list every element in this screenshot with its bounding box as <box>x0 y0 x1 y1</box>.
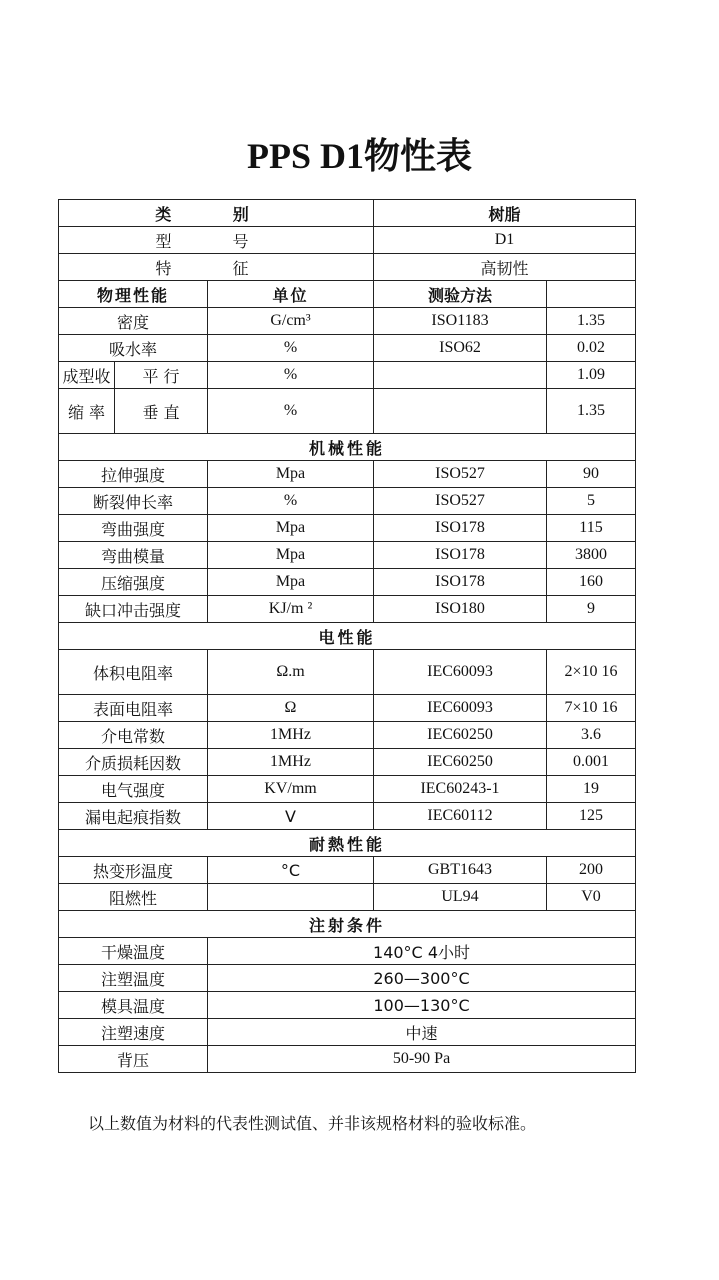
row-name: 介质损耗因数 <box>59 749 208 776</box>
row-unit: Mpa <box>208 569 374 596</box>
row-value: 7×10 16 <box>547 695 636 722</box>
row-name: 阻燃性 <box>59 884 208 911</box>
row-unit: Mpa <box>208 461 374 488</box>
table-row <box>59 308 636 335</box>
row-unit: KV/mm <box>208 776 374 803</box>
row-unit: % <box>208 362 374 389</box>
row-unit: Mpa <box>208 542 374 569</box>
row-unit: Mpa <box>208 515 374 542</box>
section-row <box>59 434 636 461</box>
row-unit: 1MHz <box>208 722 374 749</box>
table-row <box>59 749 636 776</box>
table-row <box>59 776 636 803</box>
table-row <box>59 803 636 830</box>
row-unit: 1MHz <box>208 749 374 776</box>
row-name: 漏电起痕指数 <box>59 803 208 830</box>
table-row <box>59 965 636 992</box>
row-name: 介电常数 <box>59 722 208 749</box>
row-name: 密度 <box>59 308 208 335</box>
row-name: 拉伸强度 <box>59 461 208 488</box>
row-method: IEC60093 <box>374 650 547 695</box>
row-name: 注塑温度 <box>59 965 208 992</box>
table-row <box>59 362 636 389</box>
row-name: 模具温度 <box>59 992 208 1019</box>
properties-table <box>58 199 636 1073</box>
table-row <box>59 1019 636 1046</box>
row-name: 吸水率 <box>59 335 208 362</box>
row-name: 缺口冲击强度 <box>59 596 208 623</box>
table-row <box>59 389 636 434</box>
table-row <box>59 488 636 515</box>
row-value: 115 <box>547 515 636 542</box>
row-value: 2×10 16 <box>547 650 636 695</box>
row-unit: % <box>208 389 374 434</box>
row-name: 弯曲模量 <box>59 542 208 569</box>
row-method: ISO180 <box>374 596 547 623</box>
row-name: 断裂伸长率 <box>59 488 208 515</box>
table-row <box>59 515 636 542</box>
row-method: IEC60243-1 <box>374 776 547 803</box>
table-row <box>59 695 636 722</box>
section-mechanical: 机械性能 <box>59 434 636 461</box>
table-row <box>59 722 636 749</box>
row-unit: V <box>208 803 374 830</box>
row-value: 0.001 <box>547 749 636 776</box>
model-label: 型 号 <box>59 227 374 254</box>
row-name: 背压 <box>59 1046 208 1073</box>
row-value: 125 <box>547 803 636 830</box>
row-name: 干燥温度 <box>59 938 208 965</box>
shrink-label-bottom: 缩 率 <box>59 389 115 434</box>
table-row <box>59 542 636 569</box>
section-electrical: 电性能 <box>59 623 636 650</box>
table-row <box>59 857 636 884</box>
section-row <box>59 830 636 857</box>
table-row <box>59 992 636 1019</box>
row-value: 3.6 <box>547 722 636 749</box>
footnote: 以上数值为材料的代表性测试值、并非该规格材料的验收标准。 <box>88 1114 537 1133</box>
row-unit: KJ/m ² <box>208 596 374 623</box>
row-name: 热变形温度 <box>59 857 208 884</box>
column-unit: 单位 <box>208 281 374 308</box>
row-value: 1.09 <box>547 362 636 389</box>
row-value: 中速 <box>208 1019 636 1046</box>
row-method: ISO527 <box>374 461 547 488</box>
row-value: V0 <box>547 884 636 911</box>
row-method <box>374 362 547 389</box>
row-method: ISO178 <box>374 569 547 596</box>
row-unit: G/cm³ <box>208 308 374 335</box>
table-row <box>59 461 636 488</box>
category-value: 树脂 <box>374 200 636 227</box>
row-unit: % <box>208 488 374 515</box>
row-value: 160 <box>547 569 636 596</box>
row-name: 体积电阻率 <box>59 650 208 695</box>
row-name: 平 行 <box>115 362 208 389</box>
row-method: ISO178 <box>374 515 547 542</box>
row-name: 电气强度 <box>59 776 208 803</box>
row-method: ISO527 <box>374 488 547 515</box>
page-title: PPS D1物性表 <box>246 136 472 176</box>
feature-label: 特 征 <box>59 254 374 281</box>
row-value: 1.35 <box>547 308 636 335</box>
model-row <box>59 227 636 254</box>
row-method: IEC60112 <box>374 803 547 830</box>
feature-value: 高韧性 <box>374 254 636 281</box>
row-method: ISO178 <box>374 542 547 569</box>
row-value: 260—300°C <box>208 965 636 992</box>
column-value <box>547 281 636 308</box>
section-row <box>59 623 636 650</box>
section-row <box>59 911 636 938</box>
row-method: UL94 <box>374 884 547 911</box>
row-value: 3800 <box>547 542 636 569</box>
table-row <box>59 938 636 965</box>
row-method <box>374 389 547 434</box>
row-unit <box>208 884 374 911</box>
row-value: 9 <box>547 596 636 623</box>
category-label: 类 别 <box>59 200 374 227</box>
table-row <box>59 335 636 362</box>
column-method: 测验方法 <box>374 281 547 308</box>
column-header-row <box>59 281 636 308</box>
row-name: 弯曲强度 <box>59 515 208 542</box>
feature-row <box>59 254 636 281</box>
row-name: 压缩强度 <box>59 569 208 596</box>
table-row <box>59 569 636 596</box>
row-value: 5 <box>547 488 636 515</box>
row-unit: Ω.m <box>208 650 374 695</box>
table-row <box>59 1046 636 1073</box>
row-value: 0.02 <box>547 335 636 362</box>
row-unit: Ω <box>208 695 374 722</box>
table-row <box>59 650 636 695</box>
row-value: 1.35 <box>547 389 636 434</box>
section-injection: 注射条件 <box>59 911 636 938</box>
row-value: 19 <box>547 776 636 803</box>
category-row <box>59 200 636 227</box>
row-name: 表面电阻率 <box>59 695 208 722</box>
row-method: ISO1183 <box>374 308 547 335</box>
row-method: GBT1643 <box>374 857 547 884</box>
row-method: IEC60250 <box>374 749 547 776</box>
row-value: 140°C 4小时 <box>208 938 636 965</box>
row-value: 100—130°C <box>208 992 636 1019</box>
shrink-label-top: 成型收 <box>59 362 115 389</box>
row-name: 垂 直 <box>115 389 208 434</box>
model-value: D1 <box>374 227 636 254</box>
row-value: 200 <box>547 857 636 884</box>
row-method: IEC60093 <box>374 695 547 722</box>
section-thermal: 耐熱性能 <box>59 830 636 857</box>
table-row <box>59 596 636 623</box>
row-name: 注塑速度 <box>59 1019 208 1046</box>
row-unit: % <box>208 335 374 362</box>
row-value: 50-90 Pa <box>208 1046 636 1073</box>
row-value: 90 <box>547 461 636 488</box>
table-row <box>59 884 636 911</box>
column-property: 物理性能 <box>59 281 208 308</box>
row-unit: °C <box>208 857 374 884</box>
row-method: IEC60250 <box>374 722 547 749</box>
row-method: ISO62 <box>374 335 547 362</box>
